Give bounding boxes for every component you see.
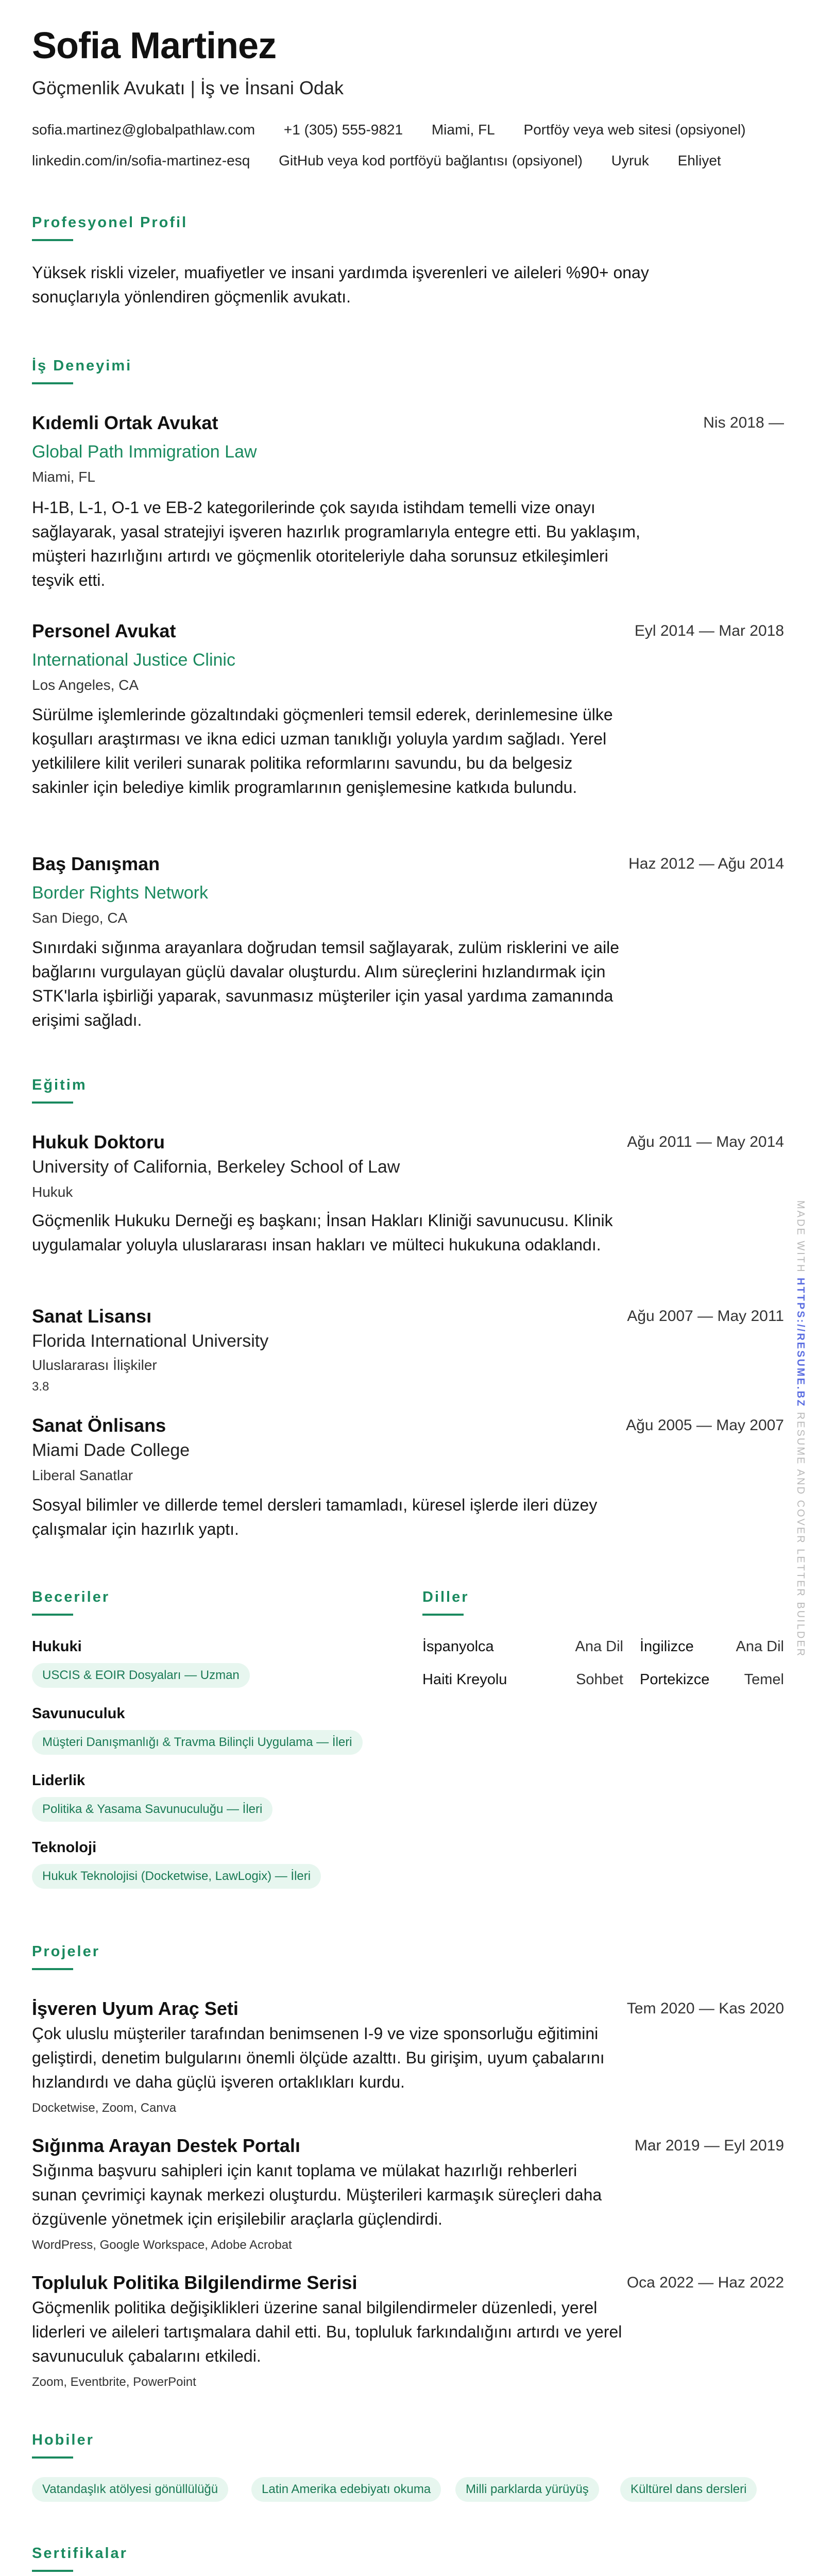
linkedin-link[interactable]: linkedin.com/in/sofia-martinez-esq	[32, 152, 250, 168]
skill-group-name: Savunuculuk	[32, 1705, 125, 1722]
education-date: Ağu 2007 — May 2011	[627, 1308, 784, 1325]
experience-date: Haz 2012 — Ağu 2014	[628, 855, 784, 872]
education-grade: 3.8	[32, 1380, 49, 1394]
language-level: Sohbet	[576, 1671, 623, 1688]
experience-company: Global Path Immigration Law	[32, 442, 257, 462]
education-school: Florida International University	[32, 1331, 269, 1351]
portfolio-link[interactable]: Portföy veya web sitesi (opsiyonel)	[523, 122, 746, 138]
skill-chip: USCIS & EOIR Dosyaları — Uzman	[32, 1663, 250, 1688]
license-text: Ehliyet	[677, 152, 721, 168]
skill-chip: Müşteri Danışmanlığı & Travma Bilinçli Uygulama — İleri	[32, 1730, 363, 1755]
email-link[interactable]: sofia.martinez@globalpathlaw.com	[32, 122, 255, 138]
skill-chip: Hukuk Teknolojisi (Docketwise, LawLogix) — İleri	[32, 1864, 321, 1889]
github-link[interactable]: GitHub veya kod portföyü bağlantısı (opsiyonel)	[279, 152, 583, 168]
project-date: Mar 2019 — Eyl 2019	[634, 2137, 784, 2154]
section-rule	[32, 382, 73, 384]
contact-row-2	[32, 152, 746, 169]
builder-watermark	[794, 1200, 806, 1657]
language-name: İspanyolca	[422, 1638, 494, 1655]
experience-description: H-1B, L-1, O-1 ve EB-2 kategorilerinde çok sayıda istihdam temelli vize onayı sağlayarak, yasal stratejiyi işveren hazırlık programlarıyla entegre etti. Bu yaklaşım, müşteri hazırlığını artırdı ve göçmenlik otoriteleriyle daha sorunsuz etkileşimleri teşvik etti.	[32, 498, 640, 589]
project-tools: WordPress, Google Workspace, Adobe Acrobat	[32, 2238, 292, 2252]
project-tools: Docketwise, Zoom, Canva	[32, 2101, 177, 2115]
certifications-section-title: Sertifikalar	[32, 2545, 128, 2562]
education-field: Liberal Sanatlar	[32, 1467, 133, 1483]
skill-chip: Politika & Yasama Savunuculuğu — İleri	[32, 1797, 272, 1822]
experience-location: Los Angeles, CA	[32, 677, 139, 693]
watermark-link[interactable]: HTTPS://RESUME.BZ	[795, 1278, 806, 1408]
language-level: Ana Dil	[736, 1638, 784, 1655]
experience-location: Miami, FL	[32, 469, 95, 485]
education-field: Hukuk	[32, 1184, 73, 1200]
profile-text: Yüksek riskli vizeler, muafiyetler ve insani yardımda işverenleri ve aileleri %90+ onay sonuçlarıyla yönlendiren göçmenlik avukatı.	[32, 263, 649, 306]
section-rule	[32, 2456, 73, 2459]
experience-role: Personel Avukat	[32, 620, 176, 641]
project-date: Oca 2022 — Haz 2022	[626, 2274, 784, 2291]
phone-text: +1 (305) 555-9821	[283, 122, 403, 138]
education-degree: Sanat Lisansı	[32, 1306, 152, 1327]
education-description: Göçmenlik Hukuku Derneği eş başkanı; İnsan Hakları Kliniği savunucusu. Klinik uygulamalar yoluyla uluslararası insan hakları ve mülteci hukukuna odaklandı.	[32, 1211, 613, 1254]
contact-row-1	[32, 122, 771, 138]
experience-description: Sürülme işlemlerinde gözaltındaki göçmenleri temsil ederek, derinlemesine ülke koşulları araştırması ve ikna edici uzman tanıklığı yoluyla yardım sağladı. Yerel yetkililere kilit verileri sunarak politika reformlarını savundu, bu da belgesiz sakinler için belediye kimlik programlarının genişlemesine katkıda bulundu.	[32, 705, 613, 796]
section-rule	[32, 1101, 73, 1104]
education-date: Ağu 2011 — May 2014	[627, 1133, 784, 1150]
experience-description: Sınırdaki sığınma arayanlara doğrudan temsil sağlayarak, zulüm risklerini ve aile bağlarını vurgulayan güçlü davalar oluşturdu. Alım süreçlerini hızlandırmak için STK'larla işbirliği yaparak, savunmasız müşteriler için yasal yardıma zamanında erişimi sağladı.	[32, 938, 620, 1029]
project-name: İşveren Uyum Araç Seti	[32, 1998, 238, 2019]
experience-company: Border Rights Network	[32, 883, 209, 903]
education-section-title: Eğitim	[32, 1077, 87, 1093]
language-name: İngilizce	[640, 1638, 694, 1655]
hobby-chip: Milli parklarda yürüyüş	[455, 2477, 599, 2502]
candidate-headline: Göçmenlik Avukatı | İş ve İnsani Odak	[32, 77, 344, 98]
education-description: Sosyal bilimler ve dillerde temel dersleri tamamladı, küresel işlerde ileri düzey çalışmalar için hazırlık yaptı.	[32, 1496, 598, 1538]
skill-group-name: Hukuki	[32, 1638, 82, 1655]
watermark-suffix: RESUME AND COVER LETTER BUILDER	[795, 1412, 806, 1658]
section-rule	[422, 1614, 464, 1616]
project-description: Çok uluslu müşteriler tarafından benimsenen I-9 ve vize sponsorluğu eğitimini geliştirdi, denetim bulgularını önemli ölçüde azalttı. Bu girişim, uyum çabalarını hızlandırdı ve daha güçlü işveren ortaklıkları kurdu.	[32, 2024, 605, 2091]
candidate-name: Sofia Martinez	[32, 25, 277, 66]
education-degree: Hukuk Doktoru	[32, 1131, 165, 1153]
experience-date: Nis 2018 —	[703, 414, 784, 431]
project-name: Topluluk Politika Bilgilendirme Serisi	[32, 2272, 357, 2293]
hobby-chip: Latin Amerika edebiyatı okuma	[251, 2477, 441, 2502]
experience-role: Baş Danışman	[32, 853, 160, 874]
experience-company: International Justice Clinic	[32, 650, 235, 670]
education-school: Miami Dade College	[32, 1440, 190, 1460]
section-rule	[32, 1614, 73, 1616]
watermark-prefix: MADE WITH	[795, 1200, 806, 1274]
skills-section-title: Beceriler	[32, 1589, 110, 1605]
hobby-chip: Kültürel dans dersleri	[620, 2477, 757, 2502]
hobbies-section-title: Hobiler	[32, 2432, 94, 2448]
section-rule	[32, 1968, 73, 1970]
experience-date: Eyl 2014 — Mar 2018	[634, 622, 784, 639]
skill-group-name: Teknoloji	[32, 1839, 97, 1856]
project-description: Göçmenlik politika değişiklikleri üzerine sanal bilgilendirmeler düzenledi, yerel liderleri ve aileleri tartışmalara dahil etti. Bu, topluluk farkındalığını artırdı ve yerel savunuculuk çabalarını etkiledi.	[32, 2298, 622, 2365]
education-school: University of California, Berkeley School of Law	[32, 1157, 400, 1177]
nationality-text: Uyruk	[611, 152, 649, 168]
profile-section-title: Profesyonel Profil	[32, 214, 188, 231]
language-name: Portekizce	[640, 1671, 710, 1688]
project-name: Sığınma Arayan Destek Portalı	[32, 2135, 300, 2156]
section-rule	[32, 2570, 73, 2572]
experience-section-title: İş Deneyimi	[32, 358, 132, 374]
projects-section-title: Projeler	[32, 1943, 100, 1960]
project-tools: Zoom, Eventbrite, PowerPoint	[32, 2375, 196, 2389]
languages-section-title: Diller	[422, 1589, 469, 1605]
project-description: Sığınma başvuru sahipleri için kanıt toplama ve mülakat hazırlığı rehberleri sunan çevrimiçi kaynak merkezi oluşturdu. Müşterileri karmaşık süreçleri daha özgüvenle yönetmek için erişilebilir araçlarla güçlendirdi.	[32, 2161, 602, 2228]
skill-group-name: Liderlik	[32, 1772, 86, 1789]
language-level: Temel	[744, 1671, 784, 1688]
experience-role: Kıdemli Ortak Avukat	[32, 412, 218, 433]
hobby-chip: Vatandaşlık atölyesi gönüllülüğü	[32, 2477, 228, 2502]
project-date: Tem 2020 — Kas 2020	[626, 2000, 784, 2017]
location-text: Miami, FL	[431, 122, 495, 138]
education-degree: Sanat Önlisans	[32, 1415, 166, 1436]
language-level: Ana Dil	[575, 1638, 623, 1655]
language-name: Haiti Kreyolu	[422, 1671, 507, 1688]
section-rule	[32, 239, 73, 241]
education-field: Uluslararası İlişkiler	[32, 1357, 157, 1373]
education-date: Ağu 2005 — May 2007	[626, 1417, 784, 1434]
experience-location: San Diego, CA	[32, 910, 128, 926]
